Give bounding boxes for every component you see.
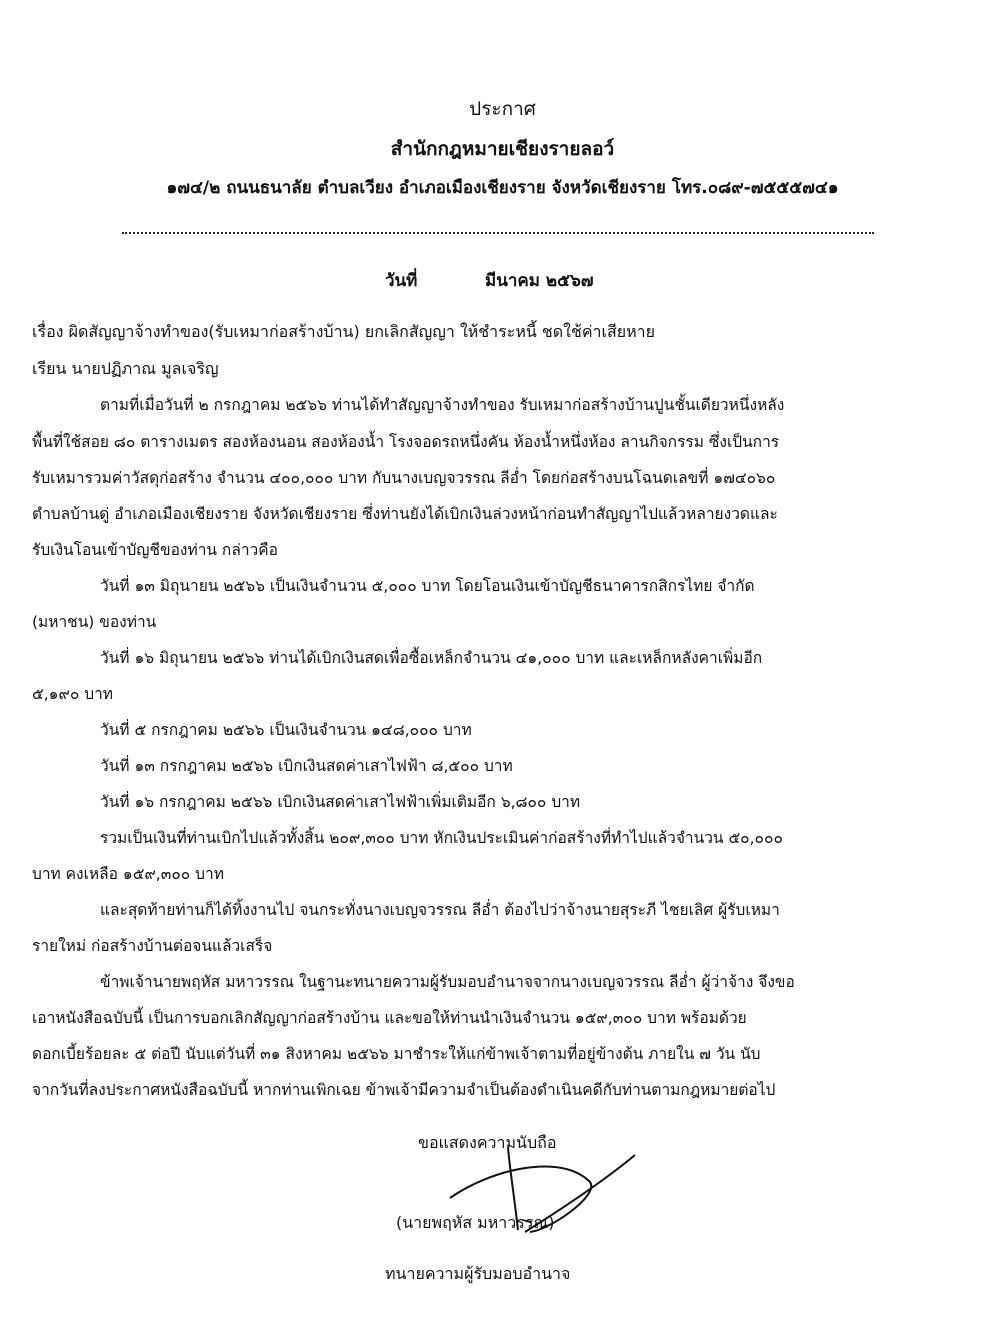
payment-line: วันที่ ๑๓ กรกฎาคม ๒๕๖๖ เบิกเงินสดค่าเสาไฟฟ้า ๘,๕๐๐ บาท (100, 757, 513, 775)
total-line: บาท คงเหลือ ๑๕๙,๓๐๐ บาท (32, 865, 224, 883)
payment-line: (มหาชน) ของท่าน (32, 613, 157, 631)
body-line: และสุดท้ายท่านก็ได้ทิ้งงานไป จนกระทั่งนางเบญจวรรณ ลีอ่ำ ต้องไปว่าจ้างนายสุระภี ไชยเลิศ ผู้รับเหมา (100, 901, 780, 919)
payment-line: วันที่ ๑๖ มิถุนายน ๒๕๖๖ ท่านได้เบิกเงินสดเพื่อซื้อเหล็กจำนวน ๔๑,๐๐๐ บาท และเหล็กหลังคาเพิ่มอีก (100, 649, 763, 667)
body-line: เอาหนังสือฉบับนี้ เป็นการบอกเลิกสัญญาก่อสร้างบ้าน และขอให้ท่านนำเงินจำนวน ๑๕๙,๓๐๐ บาท พร้อมด้วย (32, 1009, 747, 1027)
signer-position: ทนายความผู้รับมอบอำนาจ (385, 1264, 571, 1283)
office-address: ๑๗๔/๒ ถนนธนาลัย ตำบลเวียง อำเภอเมืองเชียงราย จังหวัดเชียงราย โทร.๐๘๙-๗๕๕๕๗๔๑ (166, 178, 839, 198)
signer-name: (นายพฤหัส มหาวรรณ) (396, 1213, 555, 1232)
body-line: จากวันที่ลงประกาศหนังสือฉบับนี้ หากท่านเพิกเฉย ข้าพเจ้ามีความจำเป็นต้องดำเนินคดีกับท่านตามกฎหมายต่อไป (32, 1081, 776, 1099)
closing-salutation: ขอแสดงความนับถือ (418, 1133, 557, 1152)
subject-line: เรื่อง ผิดสัญญาจ้างทำของ(รับเหมาก่อสร้างบ้าน) ยกเลิกสัญญา ให้ชำระหนี้ ชดใช้ค่าเสียหาย (32, 322, 656, 341)
handwritten-signature (430, 1140, 660, 1250)
body-line: รับเหมารวมค่าวัสดุก่อสร้าง จำนวน ๔๐๐,๐๐๐ บาท กับนางเบญจวรรณ ลีอ่ำ โดยก่อสร้างบนโฉนดเลขที่ ๑๗๔๐๖๐ (32, 469, 776, 487)
payment-line: ๕,๑๙๐ บาท (32, 685, 113, 703)
body-line: ข้าพเจ้านายพฤหัส มหาวรรณ ในฐานะทนายความผู้รับมอบอำนาจจากนางเบญจวรรณ ลีอ่ำ ผู้ว่าจ้าง จึงขอ (100, 973, 795, 991)
date-label: วันที่ (385, 271, 418, 291)
total-line: รวมเป็นเงินที่ท่านเบิกไปแล้วทั้งสิ้น ๒๐๙,๓๐๐ บาท หักเงินประเมินค่าก่อสร้างที่ทำไปแล้วจำนวน ๕๐,๐๐๐ (100, 829, 783, 847)
payment-line: วันที่ ๑๖ กรกฎาคม ๒๕๖๖ เบิกเงินสดค่าเสาไฟฟ้าเพิ่มเติมอีก ๖,๘๐๐ บาท (100, 793, 581, 811)
body-line: ดอกเบี้ยร้อยละ ๕ ต่อปี นับแต่วันที่ ๓๑ สิงหาคม ๒๕๖๖ มาชำระให้แก่ข้าพเจ้าตามที่อยู่ข้างต้น ภายใน ๗ วัน นับ (32, 1045, 761, 1063)
body-line: พื้นที่ใช้สอย ๘๐ ตารางเมตร สองห้องนอน สองห้องน้ำ โรงจอดรถหนึ่งคัน ห้องน้ำหนึ่งห้อง ลานกิจกรรม ซึ่งเป็นการ (32, 433, 780, 451)
date-value: มีนาคม ๒๕๖๗ (485, 271, 594, 291)
body-line: ตำบลบ้านดู่ อำเภอเมืองเชียงราย จังหวัดเชียงราย ซึ่งท่านยังได้เบิกเงินล่วงหน้าก่อนทำสัญญาไปแล้วหลายงวดและ (32, 505, 778, 523)
payment-line: วันที่ ๕ กรกฎาคม ๒๕๖๖ เป็นเงินจำนวน ๑๔๘,๐๐๐ บาท (100, 721, 472, 739)
office-name: สำนักกฎหมายเชียงรายลอว์ (390, 138, 615, 160)
body-line: รายใหม่ ก่อสร้างบ้านต่อจนแล้วเสร็จ (32, 937, 273, 955)
payment-line: วันที่ ๑๓ มิถุนายน ๒๕๖๖ เป็นเงินจำนวน ๕,๐๐๐ บาท โดยโอนเงินเข้าบัญชีธนาคารกสิกรไทย จำกัด (100, 577, 755, 595)
body-line: ตามที่เมื่อวันที่ ๒ กรกฎาคม ๒๕๖๖ ท่านได้ทำสัญญาจ้างทำของ รับเหมาก่อสร้างบ้านปูนชั้นเดียวหนึ่งหลัง (100, 396, 785, 414)
body-line: รับเงินโอนเข้าบัญชีของท่าน กล่าวคือ (32, 541, 278, 559)
notice-title: ประกาศ (469, 98, 536, 120)
recipient-line: เรียน นายปฏิภาณ มูลเจริญ (32, 359, 219, 378)
header-divider (122, 232, 874, 234)
